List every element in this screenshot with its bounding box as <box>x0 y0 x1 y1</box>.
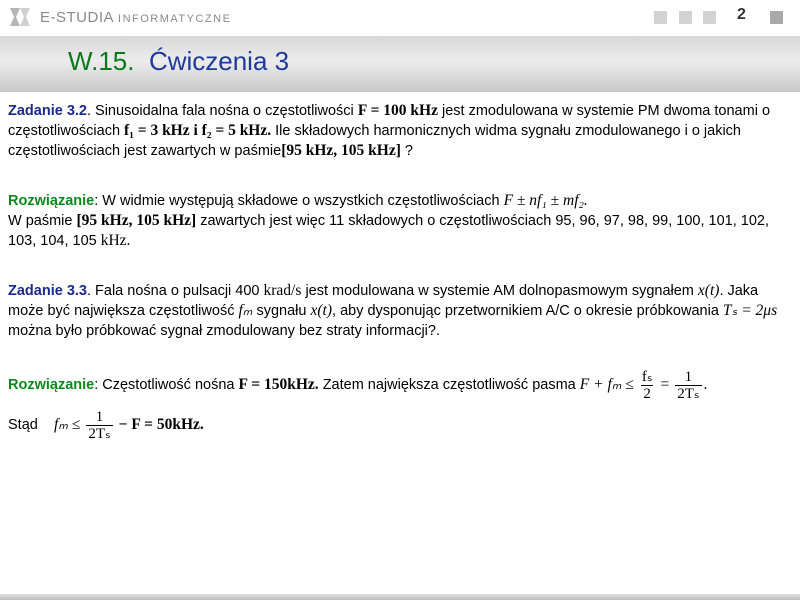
logo <box>6 4 231 30</box>
fraction: $\frac{\text{fₛ}}{2}$ <box>641 368 653 402</box>
nav-square-1[interactable] <box>654 11 667 24</box>
math: F ± nf₁ ± mf₂. <box>503 192 588 209</box>
solution-label: Rozwiązanie <box>8 377 95 393</box>
math: [95 kHz, 105 kHz] <box>281 142 401 159</box>
math: x(t) <box>310 302 333 319</box>
math: F = 150kHz. <box>238 376 319 393</box>
conclusion <box>8 407 788 443</box>
math: fₘ ≤ <box>53 416 81 433</box>
task-3-3: Zadanie 3.3. Fala nośna o pulsacji 400 krad/s jest modulowana w systemie AM dolnopasmowym sygnałem x(t). Jaka może być największa częstotliwość fₘ sygnału x(t), aby dysponując przetwornikiem A/C o okresie próbkowania Tₛ = 2μs można było próbkować sygnał zmodulowany bez straty informacji?. <box>8 282 778 339</box>
nav-square-4[interactable] <box>770 11 783 24</box>
logo-text: E-STUDIA INFORMATYCZNE <box>40 8 232 26</box>
title-number: W.15. <box>68 46 135 76</box>
math: F + fₘ ≤ <box>579 376 634 393</box>
math: x(t) <box>697 282 720 299</box>
task-label: Zadanie 3.2 <box>8 103 87 119</box>
slide-title <box>68 46 289 77</box>
math: Tₛ = 2μs <box>722 302 778 319</box>
solution-3-2: Rozwiązanie: W widmie występują składowe o wszystkich częstotliwościach F ± nf₁ ± mf₂. W paśmie [95 kHz, 105 kHz] zawartych jest więc 11 składowych o częstotliwościach 95, 96, 97, 98, 99, 100, 101, 102, 103, 104, 105 kHz. <box>8 192 769 249</box>
math: F = 100 kHz <box>357 102 438 119</box>
bottom-bar <box>0 594 800 600</box>
title-bar <box>0 36 800 92</box>
solution-3-3: Rozwiązanie: Częstotliwość nośna F = 150kHz. Zatem największa częstotliwość pasma F + fₘ ≤ $\frac{\text{fₛ}}{2}$ = $\frac{1}{\text{2Tₛ}}$ . <box>8 368 708 402</box>
solution-label: Rozwiązanie <box>8 193 95 209</box>
title-text: Ćwiczenia 3 <box>148 46 290 76</box>
task-label: Zadanie 3.3 <box>8 283 87 299</box>
math: krad/s <box>263 282 302 299</box>
conclusion-label: Stąd <box>8 417 38 433</box>
slide-content <box>8 101 788 443</box>
math: − F = 50kHz. <box>118 416 204 433</box>
math: fₘ <box>238 302 253 319</box>
math: f₁ = 3 kHz i f₂ = 5 kHz. <box>124 122 272 139</box>
top-bar <box>0 0 800 36</box>
fraction: $\frac{1}{\text{2Tₛ}}$ <box>677 368 700 402</box>
page-number: 2 <box>737 6 746 23</box>
math: kHz. <box>100 232 131 249</box>
logo-icon <box>6 4 34 30</box>
fraction: $\frac{1}{\text{2Tₛ}}$ <box>88 408 111 442</box>
nav-square-2[interactable] <box>679 11 692 24</box>
nav-square-3[interactable] <box>703 11 716 24</box>
task-3-2: Zadanie 3.2. Sinusoidalna fala nośna o częstotliwości F = 100 kHz jest zmodulowana w systemie PM dwoma tonami o częstotliwościach f₁ = 3 kHz i f₂ = 5 kHz. Ile składowych harmonicznych widma sygnału zmodulowanego i o jakich częstotliwościach jest zawartych w paśmie[95 kHz, 105 kHz] ? <box>8 102 771 159</box>
math: [95 kHz, 105 kHz] <box>76 212 197 229</box>
